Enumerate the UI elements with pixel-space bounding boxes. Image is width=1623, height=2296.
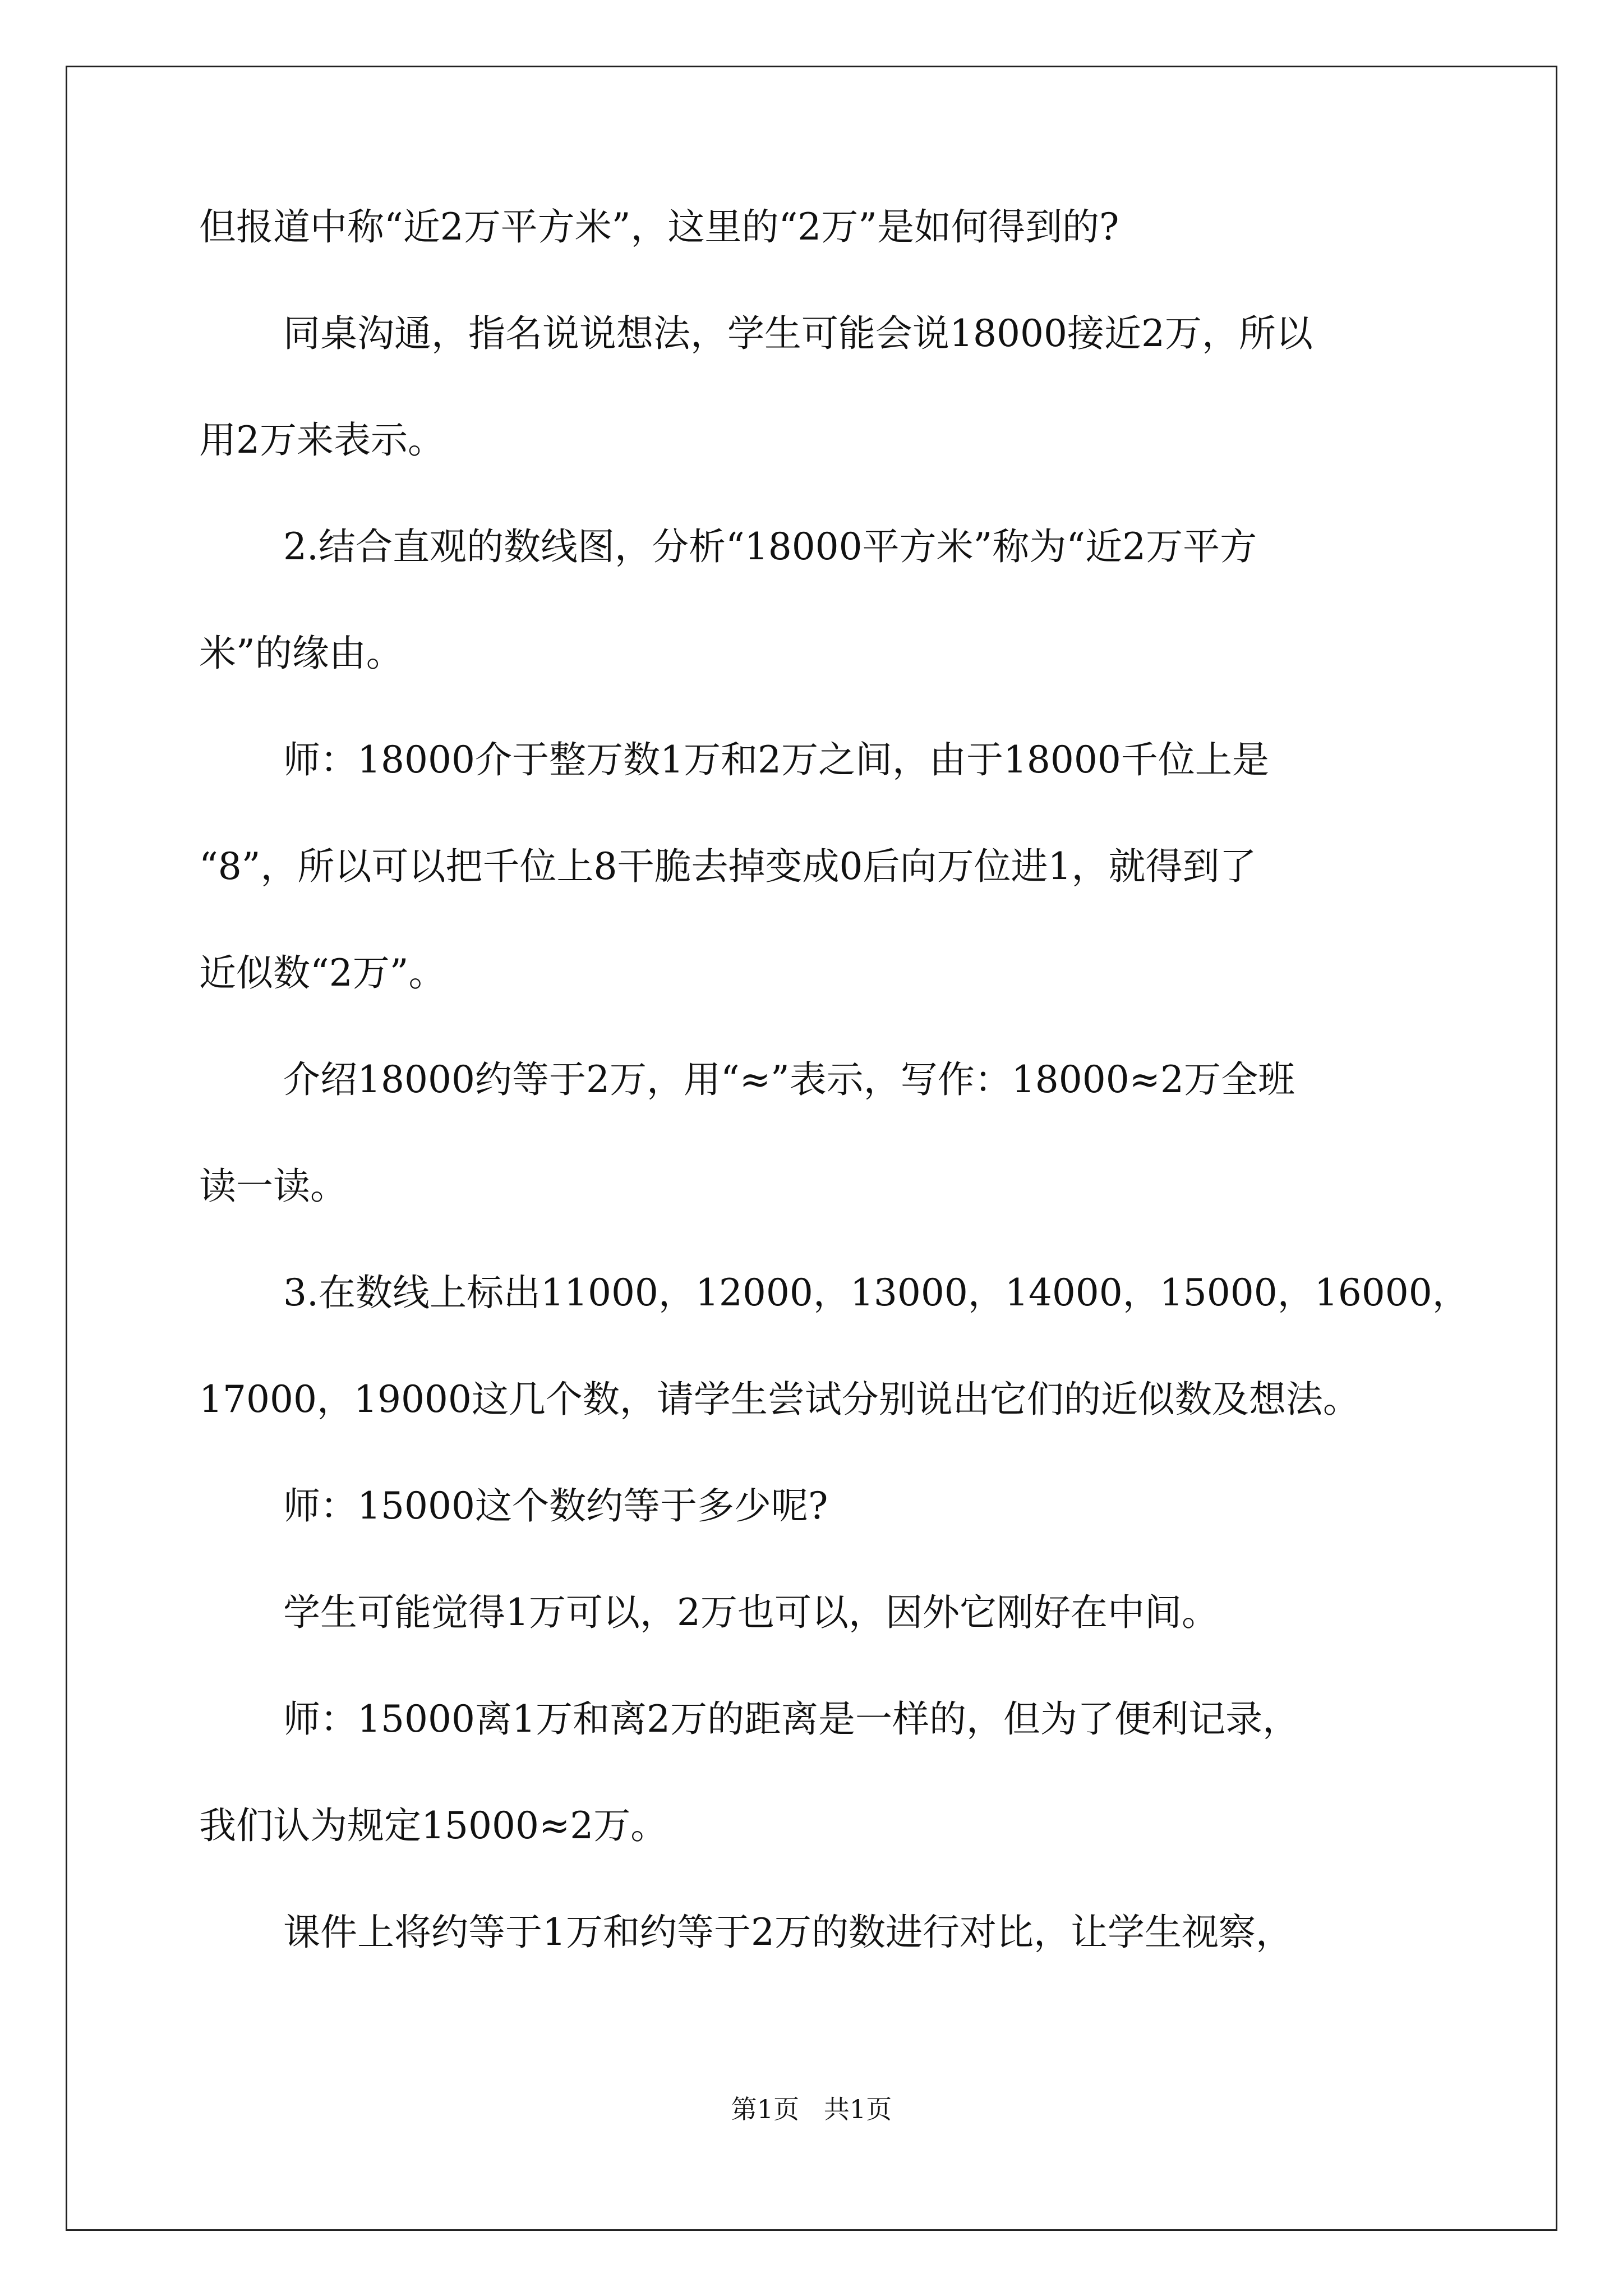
text-line: 但报道中称“近2万平方米”，这里的“2万”是如何得到的? — [199, 205, 1119, 249]
text-line: 师：18000介于整万数1万和2万之间，由于18000千位上是 — [283, 738, 1269, 781]
text-line: 米”的缘由。 — [199, 632, 403, 675]
text-line: 用2万来表示。 — [199, 418, 445, 462]
text-line: 同桌沟通，指名说说想法，学生可能会说18000接近2万，所以 — [283, 312, 1313, 355]
text-line: 2.结合直观的数线图，分析“18000平方米”称为“近2万平方 — [283, 525, 1257, 568]
text-line: 学生可能觉得1万可以，2万也可以，因外它刚好在中间。 — [283, 1591, 1219, 1634]
page-footer: 第1页 共1页 — [731, 2094, 892, 2124]
text-line: 师：15000这个数约等于多少呢? — [283, 1484, 828, 1527]
text-line: 近似数“2万”。 — [199, 951, 446, 995]
text-line: “8”，所以可以把千位上8干脆去掉变成0后向万位进1，就得到了 — [199, 845, 1257, 888]
text-line: 师：15000离1万和离2万的距离是一样的，但为了便利记录， — [283, 1697, 1299, 1741]
page-border — [66, 66, 1557, 2231]
text-line: 介绍18000约等于2万，用“≈”表示，写作：18000≈2万全班 — [283, 1058, 1295, 1101]
text-line: 读一读。 — [199, 1165, 347, 1208]
text-line: 我们认为规定15000≈2万。 — [199, 1804, 668, 1847]
text-line: 17000，19000这几个数，请学生尝试分别说出它们的近似数及想法。 — [199, 1378, 1360, 1421]
text-line: 课件上将约等于1万和约等于2万的数进行对比，让学生视察， — [283, 1911, 1293, 1954]
text-line: 3.在数线上标出11000，12000，13000，14000，15000，16000， — [283, 1271, 1469, 1314]
